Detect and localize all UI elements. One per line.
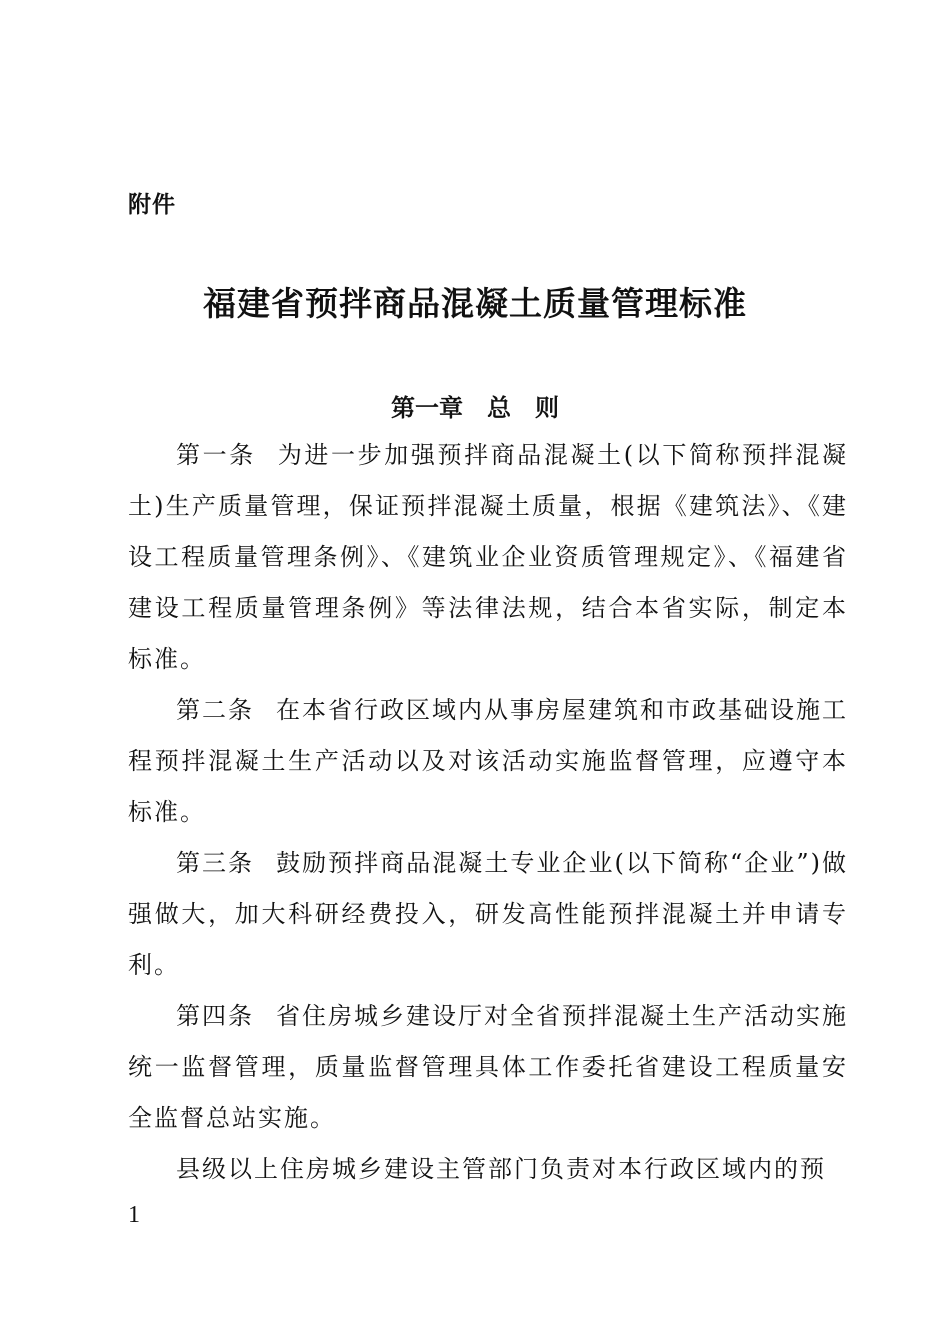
attachment-label: 附件 xyxy=(128,192,176,218)
continuation-paragraph xyxy=(128,1144,848,1195)
chapter-heading: 第一章 总 则 xyxy=(391,394,559,422)
paragraph-text: 县级以上住房城乡建设主管部门负责对本行政区域内的预 xyxy=(176,1155,826,1183)
article-number: 第三条 xyxy=(176,849,255,877)
document-title: 福建省预拌商品混凝土质量管理标准 xyxy=(203,284,747,323)
document-body xyxy=(128,430,848,1195)
article-paragraph xyxy=(128,430,848,685)
page-number: 1 xyxy=(128,1202,140,1228)
article-text: 省住房城乡建设厅对全省预拌混凝土生产活动实施统一监督管理，质量监督管理具体工作委托省建设工程质量安全监督总站实施。 xyxy=(128,1002,848,1132)
article-number: 第一条 xyxy=(176,441,256,469)
article-number: 第四条 xyxy=(176,1002,254,1030)
article-text: 在本省行政区域内从事房屋建筑和市政基础设施工程预拌混凝土生产活动以及对该活动实施监督管理，应遵守本标准。 xyxy=(128,696,848,826)
article-paragraph xyxy=(128,685,848,838)
article-paragraph xyxy=(128,991,848,1144)
article-text: 鼓励预拌商品混凝土专业企业(以下简称“企业”)做强做大，加大科研经费投入，研发高性能预拌混凝土并申请专利。 xyxy=(128,849,849,979)
article-text: 为进一步加强预拌商品混凝土(以下简称预拌混凝土)生产质量管理，保证预拌混凝土质量，根据《建筑法》、《建设工程质量管理条例》、《建筑业企业资质管理规定》、《福建省建设工程质量管理条例》等法律法规，结合本省实际，制定本标准。 xyxy=(128,441,848,673)
article-paragraph xyxy=(128,838,848,991)
article-number: 第二条 xyxy=(176,696,254,724)
